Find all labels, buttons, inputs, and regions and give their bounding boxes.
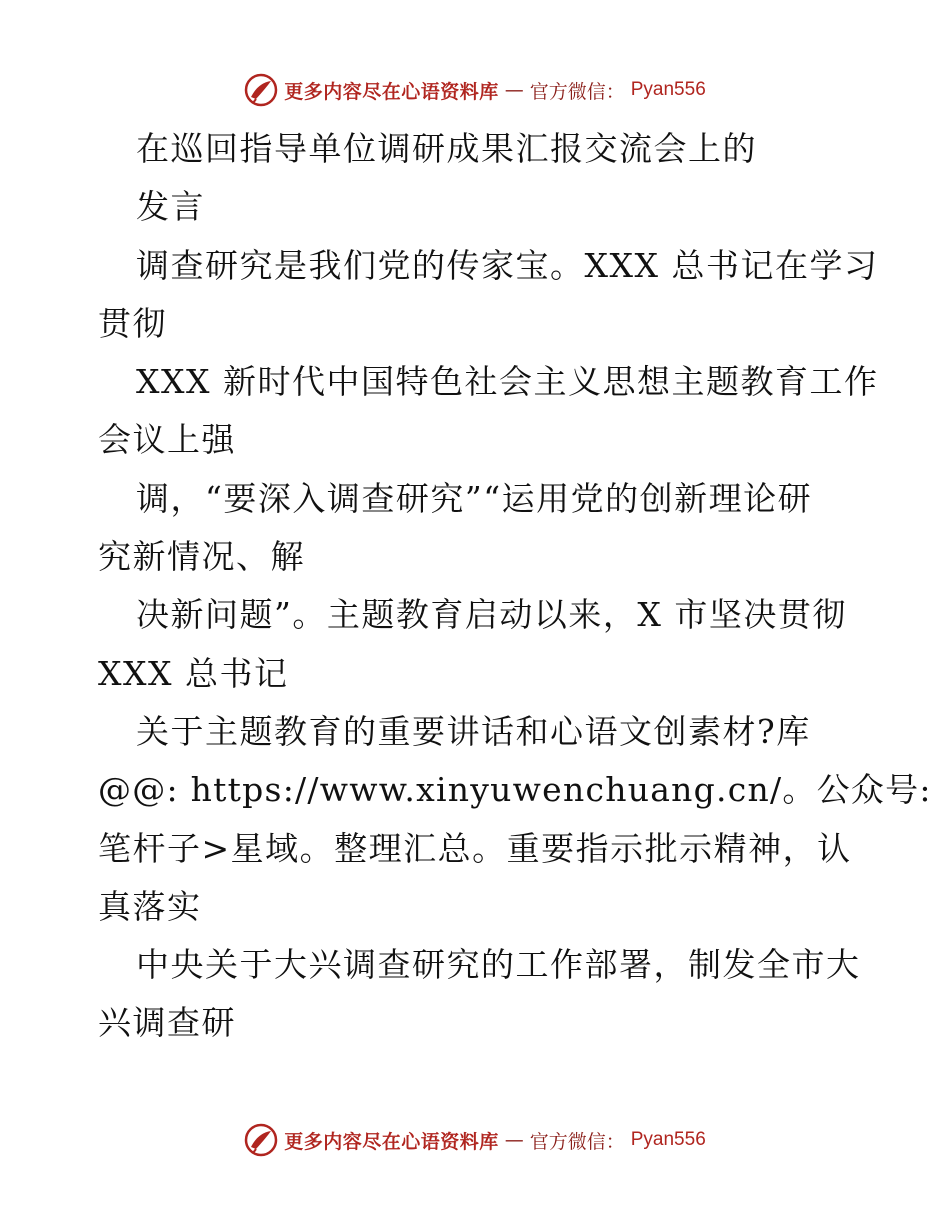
text-line: 发言 (136, 187, 205, 227)
text-line: 决新问题”。主题教育启动以来，X 市坚决贯彻 (136, 595, 847, 635)
watermark-brand-text: 更多内容尽在心语资料库 (284, 80, 499, 103)
watermark-separator: — (504, 79, 524, 101)
text-line: 究新情况、解 (98, 537, 305, 577)
text-line: @@: https://www.xinyuwenchuang.cn/。公众号: (98, 770, 932, 810)
text-line: 在巡回指导单位调研成果汇报交流会上的 (136, 129, 757, 168)
text-line: 会议上强 (98, 420, 236, 460)
watermark-contact-label: 官方微信： (529, 1130, 625, 1153)
fountain-pen-seal-icon (244, 73, 278, 107)
header-watermark (0, 70, 950, 110)
text-line: 中央关于大兴调查研究的工作部署，制发全市大 (136, 945, 861, 985)
footer-watermark (0, 1120, 950, 1160)
watermark-contact-id: Pyan556 (630, 79, 706, 100)
fountain-pen-seal-icon (244, 1123, 278, 1157)
text-line: 调，“要深入调查研究”“运用党的创新理论研 (136, 478, 813, 518)
text-line: 笔杆子>星域。整理汇总。重要指示批示精神，认 (98, 828, 852, 868)
text-line: 关于主题教育的重要讲话和心语文创素材?库 (136, 711, 811, 751)
watermark-contact-label: 官方微信： (529, 80, 625, 103)
text-line: 真落实 (98, 886, 202, 926)
text-line: 调查研究是我们党的传家宝。XXX 总书记在学习 (136, 245, 879, 285)
watermark-contact-id: Pyan556 (630, 1129, 706, 1150)
text-line: XXX 新时代中国特色社会主义思想主题教育工作 (136, 362, 879, 402)
document-body (98, 120, 932, 1053)
text-line: 兴调查研 (98, 1003, 236, 1043)
watermark-separator: — (504, 1129, 524, 1151)
text-line: XXX 总书记 (98, 653, 289, 693)
text-line: 贯彻 (98, 303, 167, 343)
watermark-brand-text: 更多内容尽在心语资料库 (284, 1130, 499, 1153)
